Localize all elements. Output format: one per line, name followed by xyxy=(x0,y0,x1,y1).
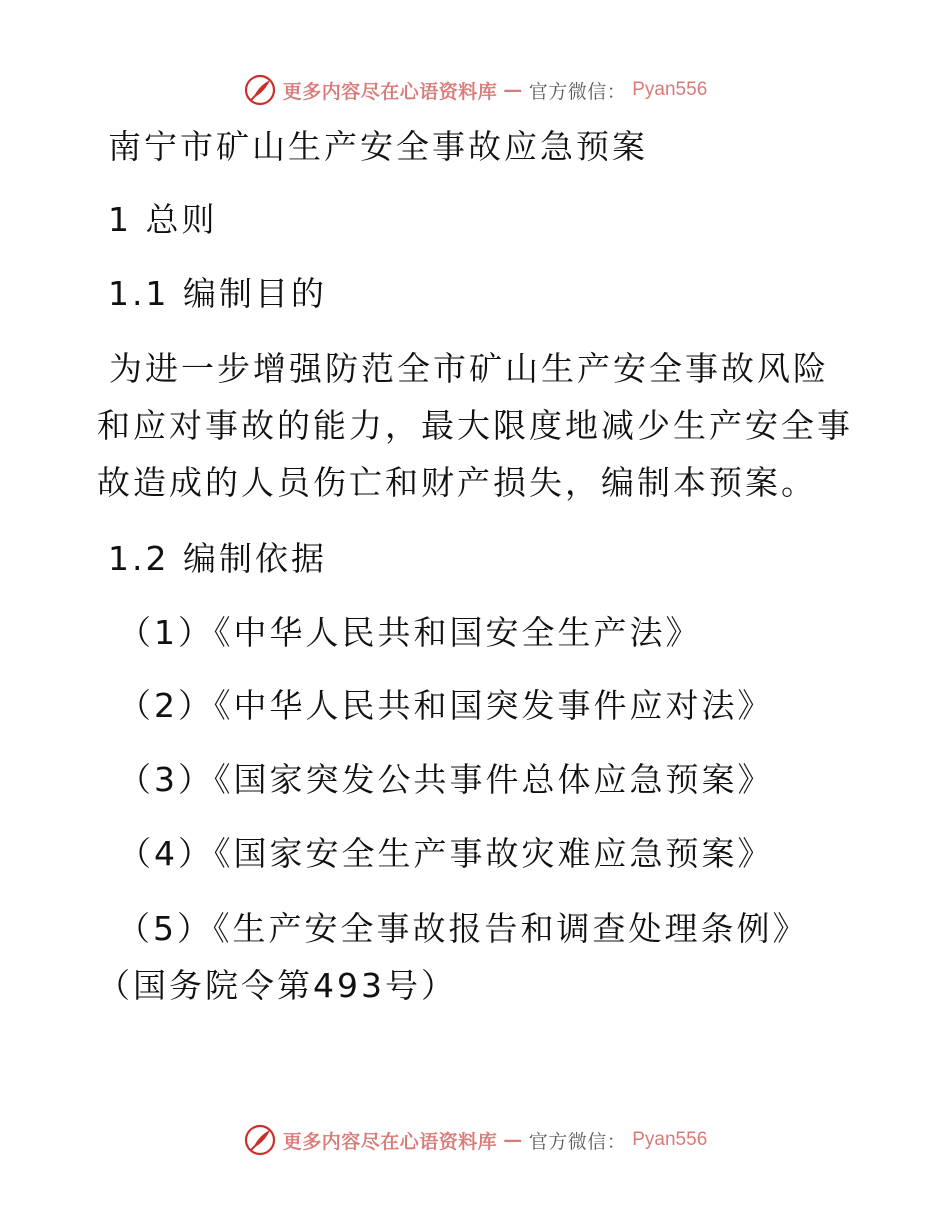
watermark-wechat-label: 官方微信： xyxy=(528,1130,627,1153)
section-heading-general: 1 总则 xyxy=(108,200,218,239)
basis-item: （2）《中华人民共和国突发事件应对法》 xyxy=(118,686,774,725)
watermark-wechat-label: 官方微信： xyxy=(528,80,627,103)
basis-item: （5）《生产安全事故报告和调查处理条例》（国务院令第493号） xyxy=(97,909,809,1005)
watermark-dash: — xyxy=(503,1129,523,1151)
quill-pen-logo-icon xyxy=(243,1123,277,1157)
footer-watermark xyxy=(0,1120,950,1160)
section-heading-purpose: 1.1 编制目的 xyxy=(108,274,327,313)
basis-item: （1）《中华人民共和国安全生产法》 xyxy=(118,613,702,652)
basis-item: （4）《国家安全生产事故灾难应急预案》 xyxy=(118,834,774,873)
watermark-dash: — xyxy=(503,79,523,101)
watermark-site-name: 更多内容尽在心语资料库 xyxy=(282,1130,498,1153)
purpose-paragraph: 为进一步增强防范全市矿山生产安全事故风险和应对事故的能力，最大限度地减少生产安全事故造成的人员伤亡和财产损失，编制本预案。 xyxy=(97,349,853,502)
quill-pen-logo-icon xyxy=(243,73,277,107)
watermark-site-name: 更多内容尽在心语资料库 xyxy=(282,80,498,103)
basis-item: （3）《国家突发公共事件总体应急预案》 xyxy=(118,760,774,799)
document-title: 南宁市矿山生产安全事故应急预案 xyxy=(108,127,648,166)
watermark-wechat-id: Pyan556 xyxy=(632,1129,708,1150)
section-heading-basis: 1.2 编制依据 xyxy=(108,539,327,578)
watermark-wechat-id: Pyan556 xyxy=(632,79,708,100)
header-watermark xyxy=(0,70,950,110)
